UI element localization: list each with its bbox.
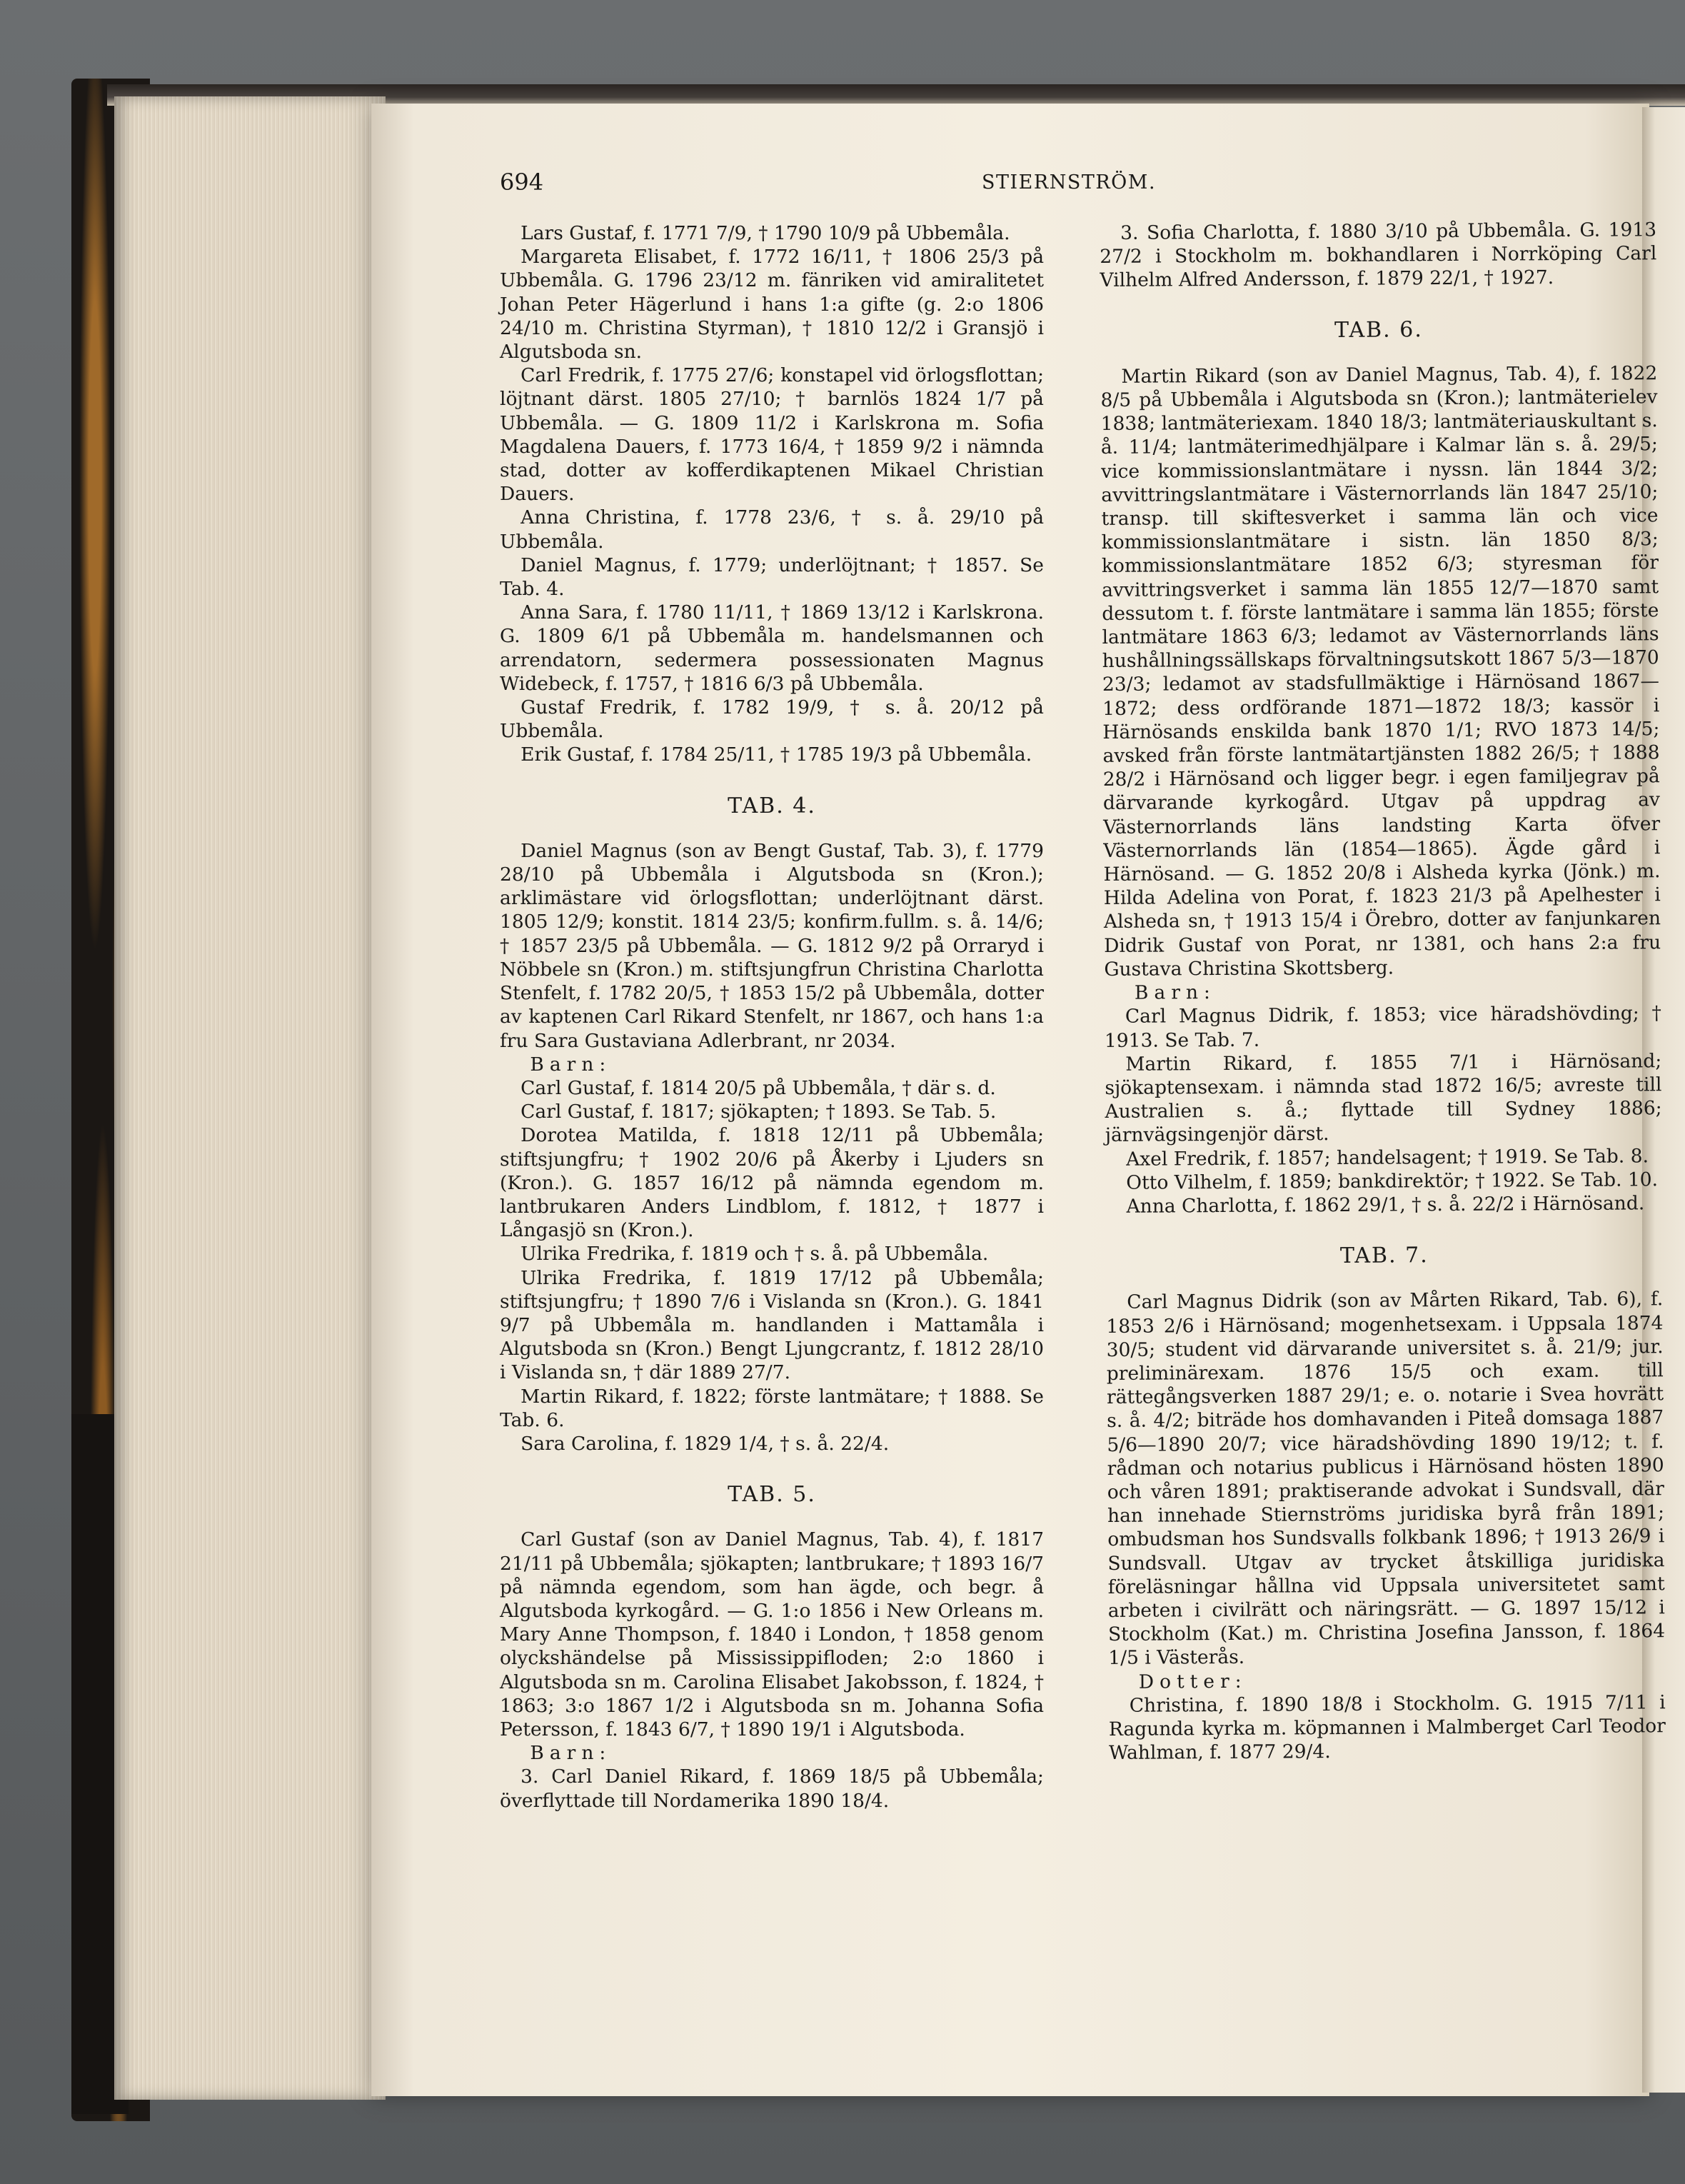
entry-paragraph: Anna Christina, f. 1778 23/6, † s. å. 29/10 på Ubbemåla. (500, 506, 1044, 553)
child-entry: Sara Carolina, f. 1829 1/4, † s. å. 22/4. (520, 1432, 890, 1455)
left-column (500, 221, 1044, 1813)
entry-paragraph: Anna Sara, f. 1780 11/11, † 1869 13/12 i Karlskrona. G. 1809 6/1 på Ubbemåla m. handelsmannen och arrendatorn, sedermera possessionaten Magnus Widebeck, f. 1757, † 1816 6/3 på Ubbemåla. (500, 601, 1044, 695)
children-heading: Dotter: (1138, 1670, 1247, 1693)
entry-paragraph: Margareta Elisabet, f. 1772 16/11, † 1806 25/3 på Ubbemåla. G. 1796 23/12 m. fänriken vid amiralitetet Johan Peter Hägerlund i hans 1:a gifte (g. 2:o 1806 24/10 m. Christina Styrman), † 1810 12/2 i Gransjö i Algutsboda sn. (500, 246, 1044, 364)
tab-heading: TAB. 7. (1339, 1243, 1429, 1269)
tab-heading: TAB. 6. (1334, 316, 1423, 343)
child-entry: Carl Gustaf, f. 1814 20/5 på Ubbemåla, † där s. d. (520, 1076, 996, 1099)
entry-paragraph: Carl Magnus Didrik (son av Mårten Rikard, Tab. 6), f. 1853 2/6 i Härnösand; mogenhetsexam. i Uppsala 1874 30/5; student vid därvarande universitet s. å. 21/9; jur. preliminärexam. 1876 15/5 och exam. till rättegångsverken 1887 29/1; e. o. notarie i Svea hovrätt s. å. 4/2; biträde hos domhavanden i Piteå domsaga 1887 5/6—1890 20/7; vice häradshövding 1890 19/12; t. f. rådman och notarius publicus i Härnösand hösten 1890 och våren 1891; praktiserande advokat i Sundsvall, där han innehade Stiernströms juridiska byrå från 1891; ombudsman hos Sundsvalls folkbank 1896; † 1913 26/9 i Sundsvall. Utgav av trycket åtskilliga juridiska föreläsningar hållna vid Uppsala universitetet samt arbeten i civilrätt och näringsrätt. — G. 1897 15/12 i Stockholm (Kat.) m. Christina Josefina Jansson, f. 1864 1/5 i Västerås. (1106, 1288, 1666, 1670)
tab-heading: TAB. 4. (728, 793, 816, 818)
child-entry: Christina, f. 1890 18/8 i Stockholm. G. 1915 7/11 i Ragunda kyrka m. köpmannen i Malmberget Carl Teodor Wahlman, f. 1877 29/4. (1108, 1690, 1666, 1765)
child-entry: Otto Vilhelm, f. 1859; bankdirektör; † 1922. Se Tab. 10. (1126, 1168, 1659, 1194)
child-entry: Martin Rikard, f. 1822; förste lantmätare; † 1888. Se Tab. 6. (500, 1385, 1044, 1431)
entry-paragraph: Lars Gustaf, f. 1771 7/9, † 1790 10/9 på Ubbemåla. (520, 222, 1010, 244)
page-stack-edge (114, 96, 386, 2100)
children-heading: Barn: (530, 1742, 612, 1765)
entry-paragraph: Martin Rikard (son av Daniel Magnus, Tab. 4), f. 1822 8/5 på Ubbemåla i Algutsboda sn (Kron.); lantmäterielev 1838; lantmäteriexam. 1840 18/3; lantmäteriauskultant s. å. 11/4; lantmäterimedhjälpare i Kalmar län s. å. 29/5; vice kommissionslantmätare i nyssn. län 1844 3/2; avvittringslantmätare i Västernorrlands län 1847 25/10; transp. till skiftesverket i samma län och vice kommissionslantmätare i sistn. län 1850 8/3; kommissionslantmätare 1852 6/3; styresman för avvittringsverket i samma län 1855 12/7—1870 samt dessutom t. f. förste lantmätare i samma län 1855; förste lantmätare 1863 6/3; ledamot av Västernorrlands läns hushållningssällskaps förvaltningsutskott 1867 5/3—1870 23/3; ledamot av stadsfullmäktige i Härnösand 1867—1872; dess ordförande 1871—1872 18/3; kassör i Härnösands enskilda bank 1870 1/1; RVO 1873 14/5; avsked från förste lantmätartjänsten 1882 26/5; † 1888 28/2 i Härnösand och ligger begr. i egen familjegrav på därvarande kyrkogård. Utgav på uppdrag av Västernorrlands läns landsting Karta öfver Västernorrlands län (1854—1865). Ägde gård i Härnösand. — G. 1852 20/8 i Alsheda kyrka (Jönk.) m. Hilda Adelina von Porat, f. 1823 21/3 på Apelhester i Alsheda sn, † 1913 15/4 i Örebro, dotter av fanjunkaren Didrik Gustaf von Porat, nr 1381, och hans 2:a fru Gustava Christina Skottsberg. (1100, 362, 1661, 981)
child-entry: Ulrika Fredrika, f. 1819 17/12 på Ubbemåla; stiftsjungfru; † 1890 7/6 i Vislanda sn (Kron.). G. 1841 9/7 på Ubbemåla m. handlanden i Mattamåla i Algutsboda sn (Kron.) Bengt Ljungcrantz, f. 1812 28/10 i Vislanda sn, † där 1889 27/7. (500, 1266, 1044, 1384)
entry-paragraph: Gustaf Fredrik, f. 1782 19/9, † s. å. 20/12 på Ubbemåla. (500, 696, 1044, 743)
child-entry: 3. Carl Daniel Rikard, f. 1869 18/5 på Ubbemåla; överflyttade till Nordamerika 1890 18/4. (500, 1765, 1044, 1812)
children-heading: Barn: (1134, 981, 1217, 1004)
entry-paragraph: Erik Gustaf, f. 1784 25/11, † 1785 19/3 på Ubbemåla. (520, 743, 1032, 766)
entry-paragraph: 3. Sofia Charlotta, f. 1880 3/10 på Ubbemåla. G. 1913 27/2 i Stockholm m. bokhandlaren i Norrköping Carl Vilhelm Alfred Andersson, f. 1879 22/1, † 1927. (1100, 219, 1657, 292)
child-entry: Carl Gustaf, f. 1817; sjökapten; † 1893. Se Tab. 5. (520, 1101, 997, 1123)
entry-paragraph: Daniel Magnus (son av Bengt Gustaf, Tab. 3), f. 1779 28/10 på Ubbemåla i Algutsboda sn (Kron.); arklimästare vid örlogsflottan; underlöjtnant därst. 1805 12/9; konstit. 1814 23/5; konfirm.fullm. s. å. 14/6; † 1857 23/5 på Ubbemåla. — G. 1812 9/2 på Orraryd i Nöbbele sn (Kron.) m. stiftsjungfrun Christina Charlotta Stenfelt, f. 1782 20/5, † 1853 15/2 på Ubbemåla, dotter av kaptenen Carl Rikard Stenfelt, nr 1867, och hans 1:a fru Sara Gustaviana Adlerbrant, nr 2034. (500, 839, 1044, 1052)
entry-paragraph: Carl Gustaf (son av Daniel Magnus, Tab. 4), f. 1817 21/11 på Ubbemåla; sjökapten; lantbrukare; † 1893 16/7 på nämnda egendom, som han ägde, och begr. å Algutsboda kyrkogård. — G. 1:o 1856 i New Orleans m. Mary Anne Thompson, f. 1840 i London, † 1858 genom olyckshändelse på Mississippifloden; 2:o 1860 i Algutsboda sn m. Carolina Elisabet Jakobsson, f. 1824, † 1863; 3:o 1867 1/2 i Algutsboda sn m. Johanna Sofia Petersson, f. 1843 6/7, † 1890 19/1 i Algutsboda. (500, 1528, 1044, 1740)
entry-paragraph: Daniel Magnus, f. 1779; underlöjtnant; † 1857. Se Tab. 4. (500, 553, 1044, 601)
tab-heading: TAB. 5. (728, 1482, 816, 1508)
children-heading: Barn: (530, 1053, 612, 1076)
child-entry: Dorotea Matilda, f. 1818 12/11 på Ubbemåla; stiftsjungfru; † 1902 20/6 på Åkerby i Ljuders sn (Kron.). G. 1857 16/12 på nämnda egendom m. lantbrukaren Anders Lindblom, f. 1812, † 1877 i Långasjö sn (Kron.). (500, 1124, 1044, 1242)
child-entry: Martin Rikard, f. 1855 7/1 i Härnösand; sjökaptensexam. i nämnda stad 1872 16/5; avreste till Australien s. å.; flyttade till Sydney 1886; järnvägsingenjör därst. (1105, 1049, 1662, 1147)
entry-paragraph: Carl Fredrik, f. 1775 27/6; konstapel vid örlogsflottan; löjtnant därst. 1805 27/10; † barnlös 1824 1/7 på Ubbemåla. — G. 1809 11/2 i Karlskrona m. Sofia Magdalena Dauers, f. 1773 16/4, † 1859 9/2 i nämnda stad, dotter av kofferdikaptenen Mikael Christian Dauers. (500, 364, 1044, 506)
child-entry: Anna Charlotta, f. 1862 29/1, † s. å. 22/2 i Härnösand. (1126, 1192, 1645, 1218)
running-title: STIERNSTRÖM. (982, 171, 1157, 194)
right-column (1100, 218, 1666, 1765)
page-number: 694 (500, 169, 544, 196)
child-entry: Ulrika Fredrika, f. 1819 och † s. å. på Ubbemåla. (520, 1243, 989, 1266)
child-entry: Carl Magnus Didrik, f. 1853; vice häradshövding; † 1913. Se Tab. 7. (1104, 1002, 1661, 1052)
child-entry: Axel Fredrik, f. 1857; handelsagent; † 1919. Se Tab. 8. (1126, 1144, 1649, 1171)
